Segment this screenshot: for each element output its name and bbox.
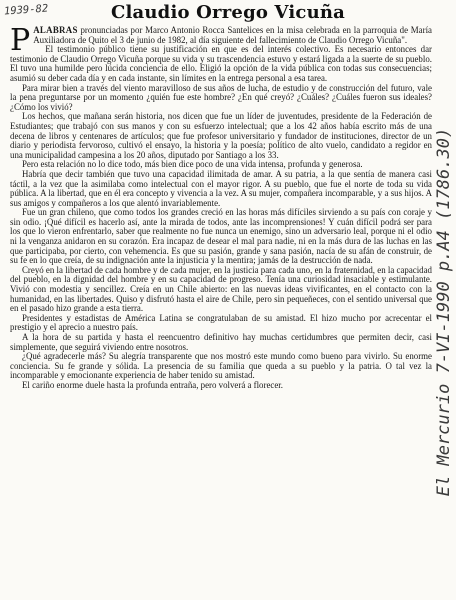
article-paragraph-9: Presidentes y estadistas de América Latina se congratulaban de su amistad. El hizo mucho por acrecentar el prestigio y el aprecio a nuestro país. xyxy=(10,312,432,333)
article-paragraph-6: Habría que decir también que tuvo una capacidad ilimitada de amar. A su patria, a la que sentía de manera casi táctil, a la vez que la asimilaba como intelectual con el mayor rigor. A su pueblo, que fue el norte de toda su vida pública. A la libertad, que en él era concepto y vivencia a la vez. A su mujer, compañera incomparable, y a sus hijos. A sus amigos y compañeros a los que alentó invariablemente. xyxy=(10,168,432,208)
article-title: Claudio Orrego Vicuña xyxy=(110,2,346,23)
handwritten-margin-note xyxy=(432,24,456,600)
drop-cap: P xyxy=(10,26,31,58)
article-paragraph-8: Creyó en la libertad de cada hombre y de cada mujer, en la justicia para cada uno, en la fraternidad, en la capacidad del pueblo, en la dignidad del hombre y en su capacidad de progreso. Tenía una curiosidad insaciable y estimulante. Vivió con modestia y sencillez. Creía en un Chile abierto: en las nuevas ideas vivificantes, en el contacto con la humanidad, en las libertades. Quiso y disfrutó hasta el aire de Chile, pero sin pequeñeces, con el sentido universal que en el pasado hizo grande a esta tierra. xyxy=(10,264,432,314)
article-paragraph-4: Los hechos, que mañana serán historia, nos dicen que fue un líder de juventudes, presidente de la Federación de Estudiantes; que trabajó con sus manos y con su esfuerzo intelectual; que a los 42 años había escrito más de una decena de libros y centenares de artículos; que fue profesor universitario y fundador de instituciones, director de un diario y periodista fervoroso, cultivó el ensayo, la historia y la poesía; político de alto vuelo, candidato a regidor en una municipalidad campesina a los 20 años, diputado por Santiago a los 33. xyxy=(10,111,432,160)
article-body xyxy=(10,26,432,600)
article-paragraph-1 xyxy=(10,26,432,58)
paragraph-text: pronunciadas por Marco Antonio Rocca Santelices en la misa celebrada en la parroquia de María Auxiliadora de Quito el 3 de junio de 1982, al día siguiente del fallecimiento de Claudio Orrego Vicuña". xyxy=(33,26,432,45)
handwritten-source-text: El Mercurio 7-VI-1990 p.A4 (1786.30) xyxy=(434,127,454,497)
article-paragraph-10: A la hora de su partida y hasta el reencuentro definitivo hay muchas certidumbres que permiten decir, casi simplemente, que seguirá viviendo entre nosotros. xyxy=(10,332,432,352)
lead-word: ALABRAS xyxy=(33,26,78,35)
article-paragraph-3: Para mirar bien a través del viento maravilloso de sus años de lucha, de estudio y de construcción del futuro, vale la pena preguntarse por un momento ¿quién fue este hombre? ¿En qué creyó? ¿Cuáles? ¿Cuáles fueron sus ideales? ¿Cómo los vivió? xyxy=(10,82,432,112)
article-paragraph-2: El testimonio público tiene su justificación en que es del interés colectivo. Es necesario entonces dar testimonio de Claudio Orrego Vicuña porque su vida y su trascendencia estuvo y estará ligada a la suerte de su pueblo. El tuvo una humilde pero lúcida conciencia de ello. Eligió la opción de la vida pública con todas sus consecuencias; asumió su deber cada día y en cada instante, sin límites en la entrega personal a esa tarea. xyxy=(10,44,432,83)
article-paragraph-11: ¿Qué agradecerle más? Su alegría transparente que nos mostró este mundo como bueno para vivirlo. Su enorme conciencia. Su fe grande y sólida. La presencia de su familia que queda a su pueblo y la patria. O tal vez la incomparable y emocionante experiencia de haber tenido su amistad. xyxy=(10,351,432,381)
article-paragraph-5: Pero esta relación no lo dice todo, más bien dice poco de una vida intensa, profunda y generosa. xyxy=(22,159,363,170)
handwritten-year-note: 1939-82 xyxy=(3,2,49,18)
article-paragraph-7: Fue un gran chileno, que como todos los grandes creció en las horas más difíciles sirviendo a su país con coraje y sin odio. ¡Qué difícil es hacerlo así, ante la mirada de todos, ante las incomprensiones! Y cuán difícil podrá ser para los que lo vieron enfrentarlo, saber que realmente no fue nunca un enemigo, sino un adversario leal, porque ni el odio ni la venganza anidaron en su corazón. Era incapaz de desear el mal para nadie, ni en la más dura de las luchas en las que participaba, por cierto, con vehemencia. Es que su pasión, grande y sana pasión, nacía de su afán de construir, de su fe en lo que creía, de su indignación ante la injusticia y la mentira; jamás de la destrucción de nada. xyxy=(10,207,432,266)
article-paragraph-12: El cariño enorme duele hasta la profunda entraña, pero volverá a florecer. xyxy=(22,379,283,390)
